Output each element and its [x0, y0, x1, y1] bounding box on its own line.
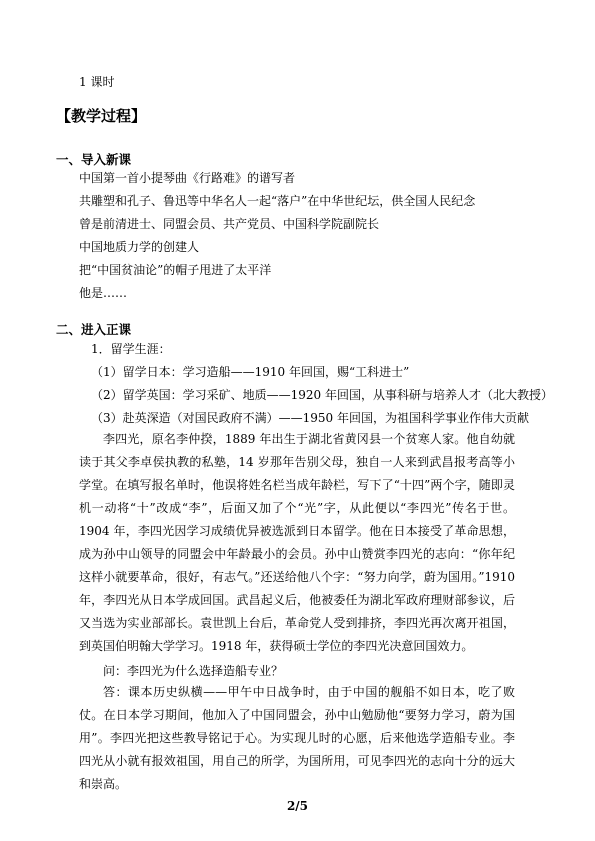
intro-line: 中国第一首小提琴曲《行路难》的谱写者	[79, 171, 296, 185]
intro-line: 把“中国贫油论”的帽子甩进了太平洋	[79, 263, 272, 277]
lesson-duration: 1 课时	[79, 75, 115, 89]
page-number: 2/5	[286, 799, 309, 813]
study-abroad-item: （2）留学英国：学习采矿、地质——1920 年回国，从事科研与培养人才（北大教授）	[91, 388, 553, 402]
intro-line: 他是……	[79, 286, 128, 300]
subsection-title: 1．留学生涯：	[91, 342, 171, 356]
intro-line: 中国地质力学的创建人	[79, 240, 200, 254]
biography-paragraph: 李四光，原名李仲揆，1889 年出生于湖北省黄冈县一个贫寒人家。他自幼就读于其父李卓侯执教的私塾，14 岁那年告别父母，独自一人来到武昌报考高等小学堂。在填写报名单时，他误将姓名栏当成年龄栏，写下了“十四”两个字，随即灵机一动将“十”改成“李”，后面又加了个“光”字，从此便以“李四光”传名于世。1904 年，李四光因学习成绩优异被选派到日本留学。他在日本接受了革命思想，成为孙中山领导的同盟会中年龄最小的会员。孙中山赞赏李四光的志向：“你年纪这样小就要革命，很好，有志气。”还送给他八个字：“努力向学，蔚为国用。”1910 年，李四光从日本学成回国。武昌起义后，他被委任为湖北军政府理财部参议，后又当选为实业部部长。袁世凯上台后，革命党人受到排挤，李四光再次离开祖国，到英国伯明翰大学学习。1918 年，获得硕士学位的李四光决意回国效力。	[79, 432, 515, 653]
section-heading-intro: 一、导入新课	[56, 152, 132, 167]
intro-line: 共雕塑和孔子、鲁迅等中华名人一起“落户”在中华世纪坛，供全国人民纪念	[79, 194, 476, 208]
study-abroad-item: （1）留学日本：学习造船——1910 年回国，赐“工科进士”	[91, 365, 410, 379]
study-abroad-item: （3）赴英深造（对国民政府不满）——1950 年回国，为祖国科学事业作伟大贡献	[91, 411, 529, 425]
section-heading-main: 二、进入正课	[56, 322, 132, 337]
teaching-process-heading: 【教学过程】	[56, 107, 147, 125]
answer-paragraph: 答：课本历史纵横——甲午中日战争时，由于中国的舰船不如日本，吃了败仗。在日本学习期间，他加入了中国同盟会，孙中山勉励他“要努力学习，蔚为国用”。李四光把这些教导铭记于心。为实现儿时的心愿，后来他选学造船专业。李四光从小就有报效祖国，用自己的所学，为国所用，可见李四光的志向十分的远大和崇高。	[79, 685, 515, 791]
question-text: 问：李四光为什么选择造船专业？	[103, 664, 284, 678]
intro-line: 曾是前清进士、同盟会员、共产党员、中国科学院副院长	[79, 217, 380, 231]
